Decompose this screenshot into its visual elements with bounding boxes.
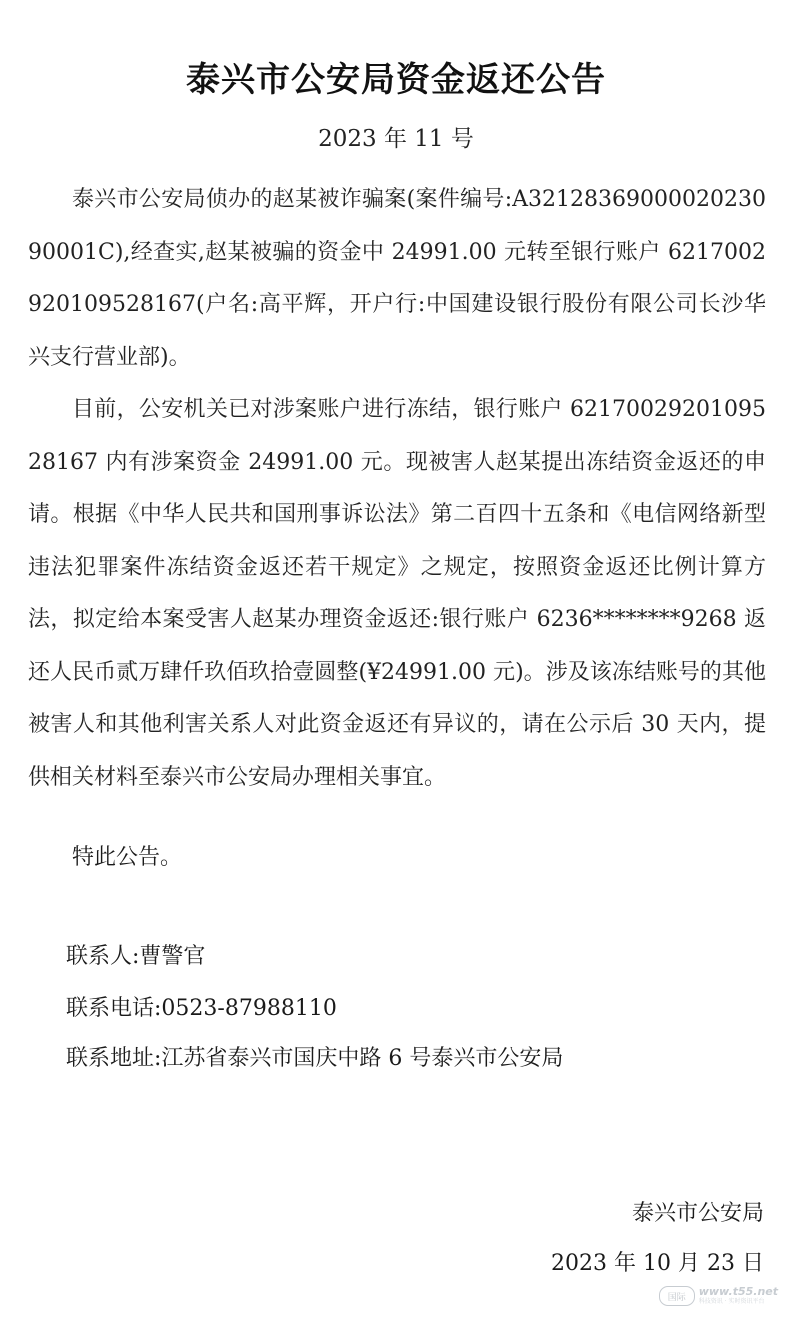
notice-number: 2023 年 11 号 (318, 126, 474, 152)
notice-title: 泰兴市公安局资金返还公告 (186, 60, 606, 100)
contact-phone: 联系电话:0523-87988110 (66, 996, 337, 1021)
notice-body (28, 174, 766, 804)
watermark-subtext: 科技资讯 · 实时资讯平台 (698, 1298, 765, 1305)
paragraph-case-details: 泰兴市公安局侦办的赵某被诈骗案(案件编号:A3212836900002023090001C),经查实,赵某被骗的资金中 24991.00 元转至银行账户 6217002920109528167(户名:高平辉，开户行:中国建设银行股份有限公司长沙华兴支行营业部)。 (28, 187, 766, 370)
closing-line: 特此公告。 (72, 845, 183, 870)
contact-person: 联系人:曹警官 (66, 944, 206, 969)
contact-address: 联系地址:江苏省泰兴市国庆中路 6 号泰兴市公安局 (66, 1046, 564, 1071)
watermark-text: www.t55.net (698, 1285, 778, 1298)
site-watermark (659, 1286, 778, 1306)
watermark-text-group (699, 1286, 778, 1306)
issuer-signature: 泰兴市公安局 (631, 1201, 764, 1226)
issue-date: 2023 年 10 月 23 日 (551, 1251, 764, 1276)
paragraph-refund-details: 目前，公安机关已对涉案账户进行冻结，银行账户 6217002920109528167 内有涉案资金 24991.00 元。现被害人赵某提出冻结资金返还的申请。根据《中华人民共和国刑事诉讼法》第二百四十五条和《电信网络新型违法犯罪案件冻结资金返还若干规定》之规定，按照资金返还比例计算方法，拟定给本案受害人赵某办理资金返还:银行账户 6236********9268 返还人民币贰万肆仟玖佰玖拾壹圆整(¥24991.00 元)。涉及该冻结账号的其他被害人和其他利害关系人对此资金返还有异议的，请在公示后 30 天内，提供相关材料至泰兴市公安局办理相关事宜。 (28, 397, 766, 790)
watermark-badge: 国际 (659, 1286, 695, 1306)
